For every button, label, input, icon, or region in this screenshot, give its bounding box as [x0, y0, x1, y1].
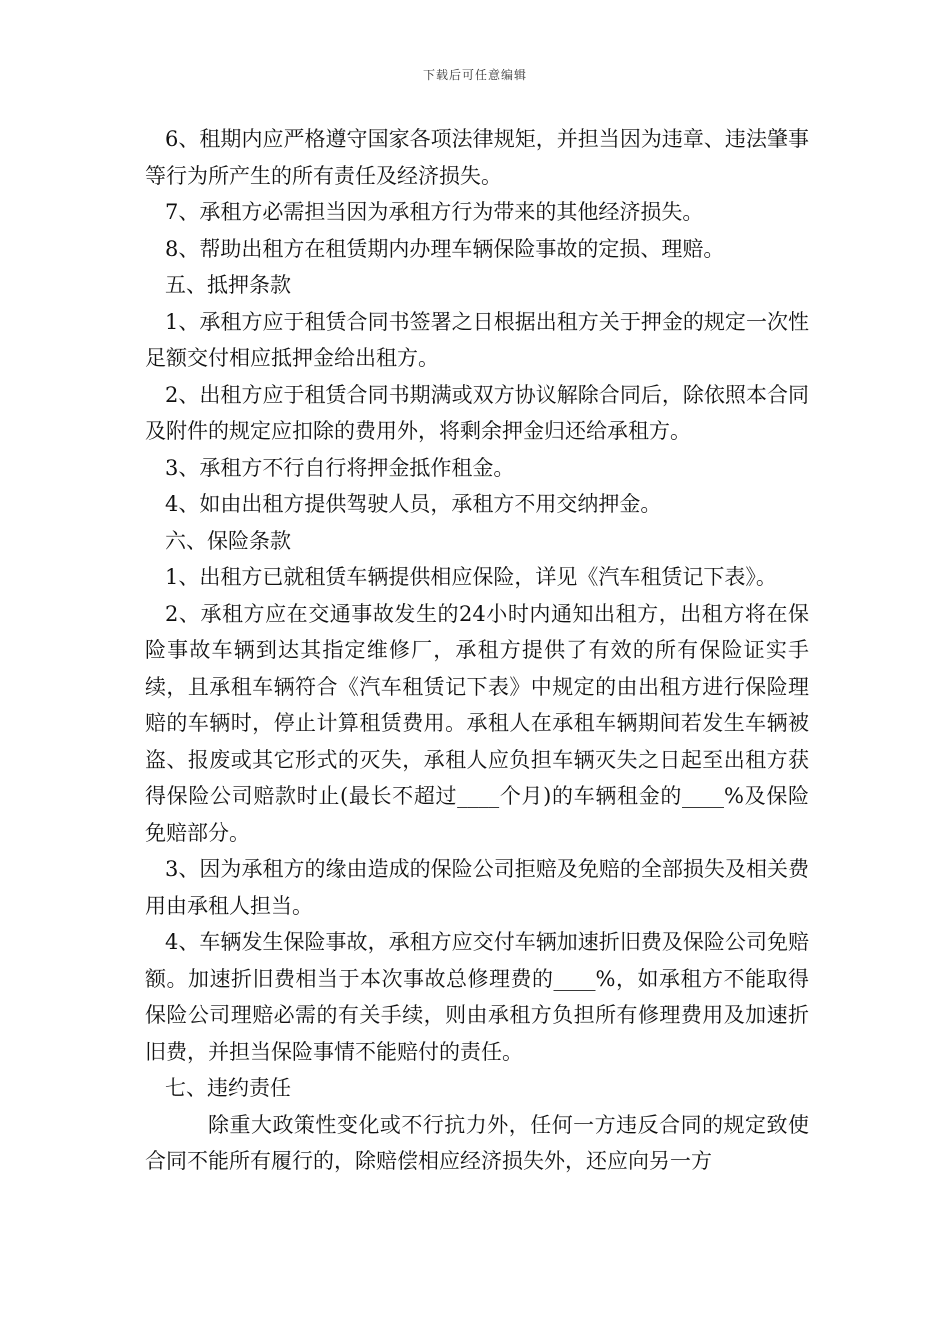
clause-6-4: 4、车辆发生保险事故，承租方应交付车辆加速折旧费及保险公司免赔额。加速折旧费相当于本次事故总修理费的____%，如承租方不能取得保险公司理赔必需的有关手续，则由承租方负担所有修理费用及加速折旧费，并担当保险事情不能赔付的责任。	[145, 930, 809, 1064]
clause-6-2: 2、承租方应在交通事故发生的24小时内通知出租方，出租方将在保险事故车辆到达其指定维修厂，承租方提供了有效的所有保险证实手续，且承租车辆符合《汽车租赁记下表》中规定的由出租方进行保险理赔的车辆时，停止计算租赁费用。承租人在承租车辆期间若发生车辆被盗、报废或其它形式的灭失，承租人应负担车辆灭失之日起至出租方获得保险公司赔款时止(最长不超过____个月)的车辆租金的____%及保险免赔部分。	[145, 601, 809, 845]
page-header: 下载后可任意编辑	[422, 68, 527, 82]
clause-5-3: 3、承租方不行自行将押金抵作租金。	[165, 455, 515, 480]
clause-6-3: 3、因为承租方的缘由造成的保险公司拒赔及免赔的全部损失及相关费用由承租人担当。	[145, 857, 809, 918]
clause-4-7: 7、承租方必需担当因为承租方行为带来的其他经济损失。	[165, 200, 704, 224]
clause-6-1: 1、出租方已就租赁车辆提供相应保险，详见《汽车租赁记下表》。	[165, 565, 777, 589]
clause-4-8: 8、帮助出租方在租赁期内办理车辆保险事故的定损、理赔。	[165, 236, 725, 261]
section-heading-insurance: 六、保险条款	[165, 528, 291, 553]
document-body	[145, 121, 809, 1180]
clause-5-2: 2、出租方应于租赁合同书期满或双方协议解除合同后，除依照本合同及附件的规定应扣除的费用外，将剩余押金归还给承租方。	[145, 382, 809, 443]
clause-4-6: 6、租期内应严格遵守国家各项法律规矩，并担当因为违章、违法肇事等行为所产生的所有责任及经济损失。	[145, 127, 809, 188]
clause-5-1: 1、承租方应于租赁合同书签署之日根据出租方关于押金的规定一次性足额交付相应抵押金给出租方。	[145, 309, 809, 370]
clause-5-4: 4、如由出租方提供驾驶人员，承租方不用交纳押金。	[165, 492, 662, 516]
section-heading-breach: 七、违约责任	[165, 1076, 291, 1100]
section-heading-deposit: 五、抵押条款	[165, 273, 291, 297]
clause-7-body: 除重大政策性变化或不行抗力外，任何一方违反合同的规定致使合同不能所有履行的，除赔偿相应经济损失外，还应向另一方	[145, 1112, 809, 1173]
